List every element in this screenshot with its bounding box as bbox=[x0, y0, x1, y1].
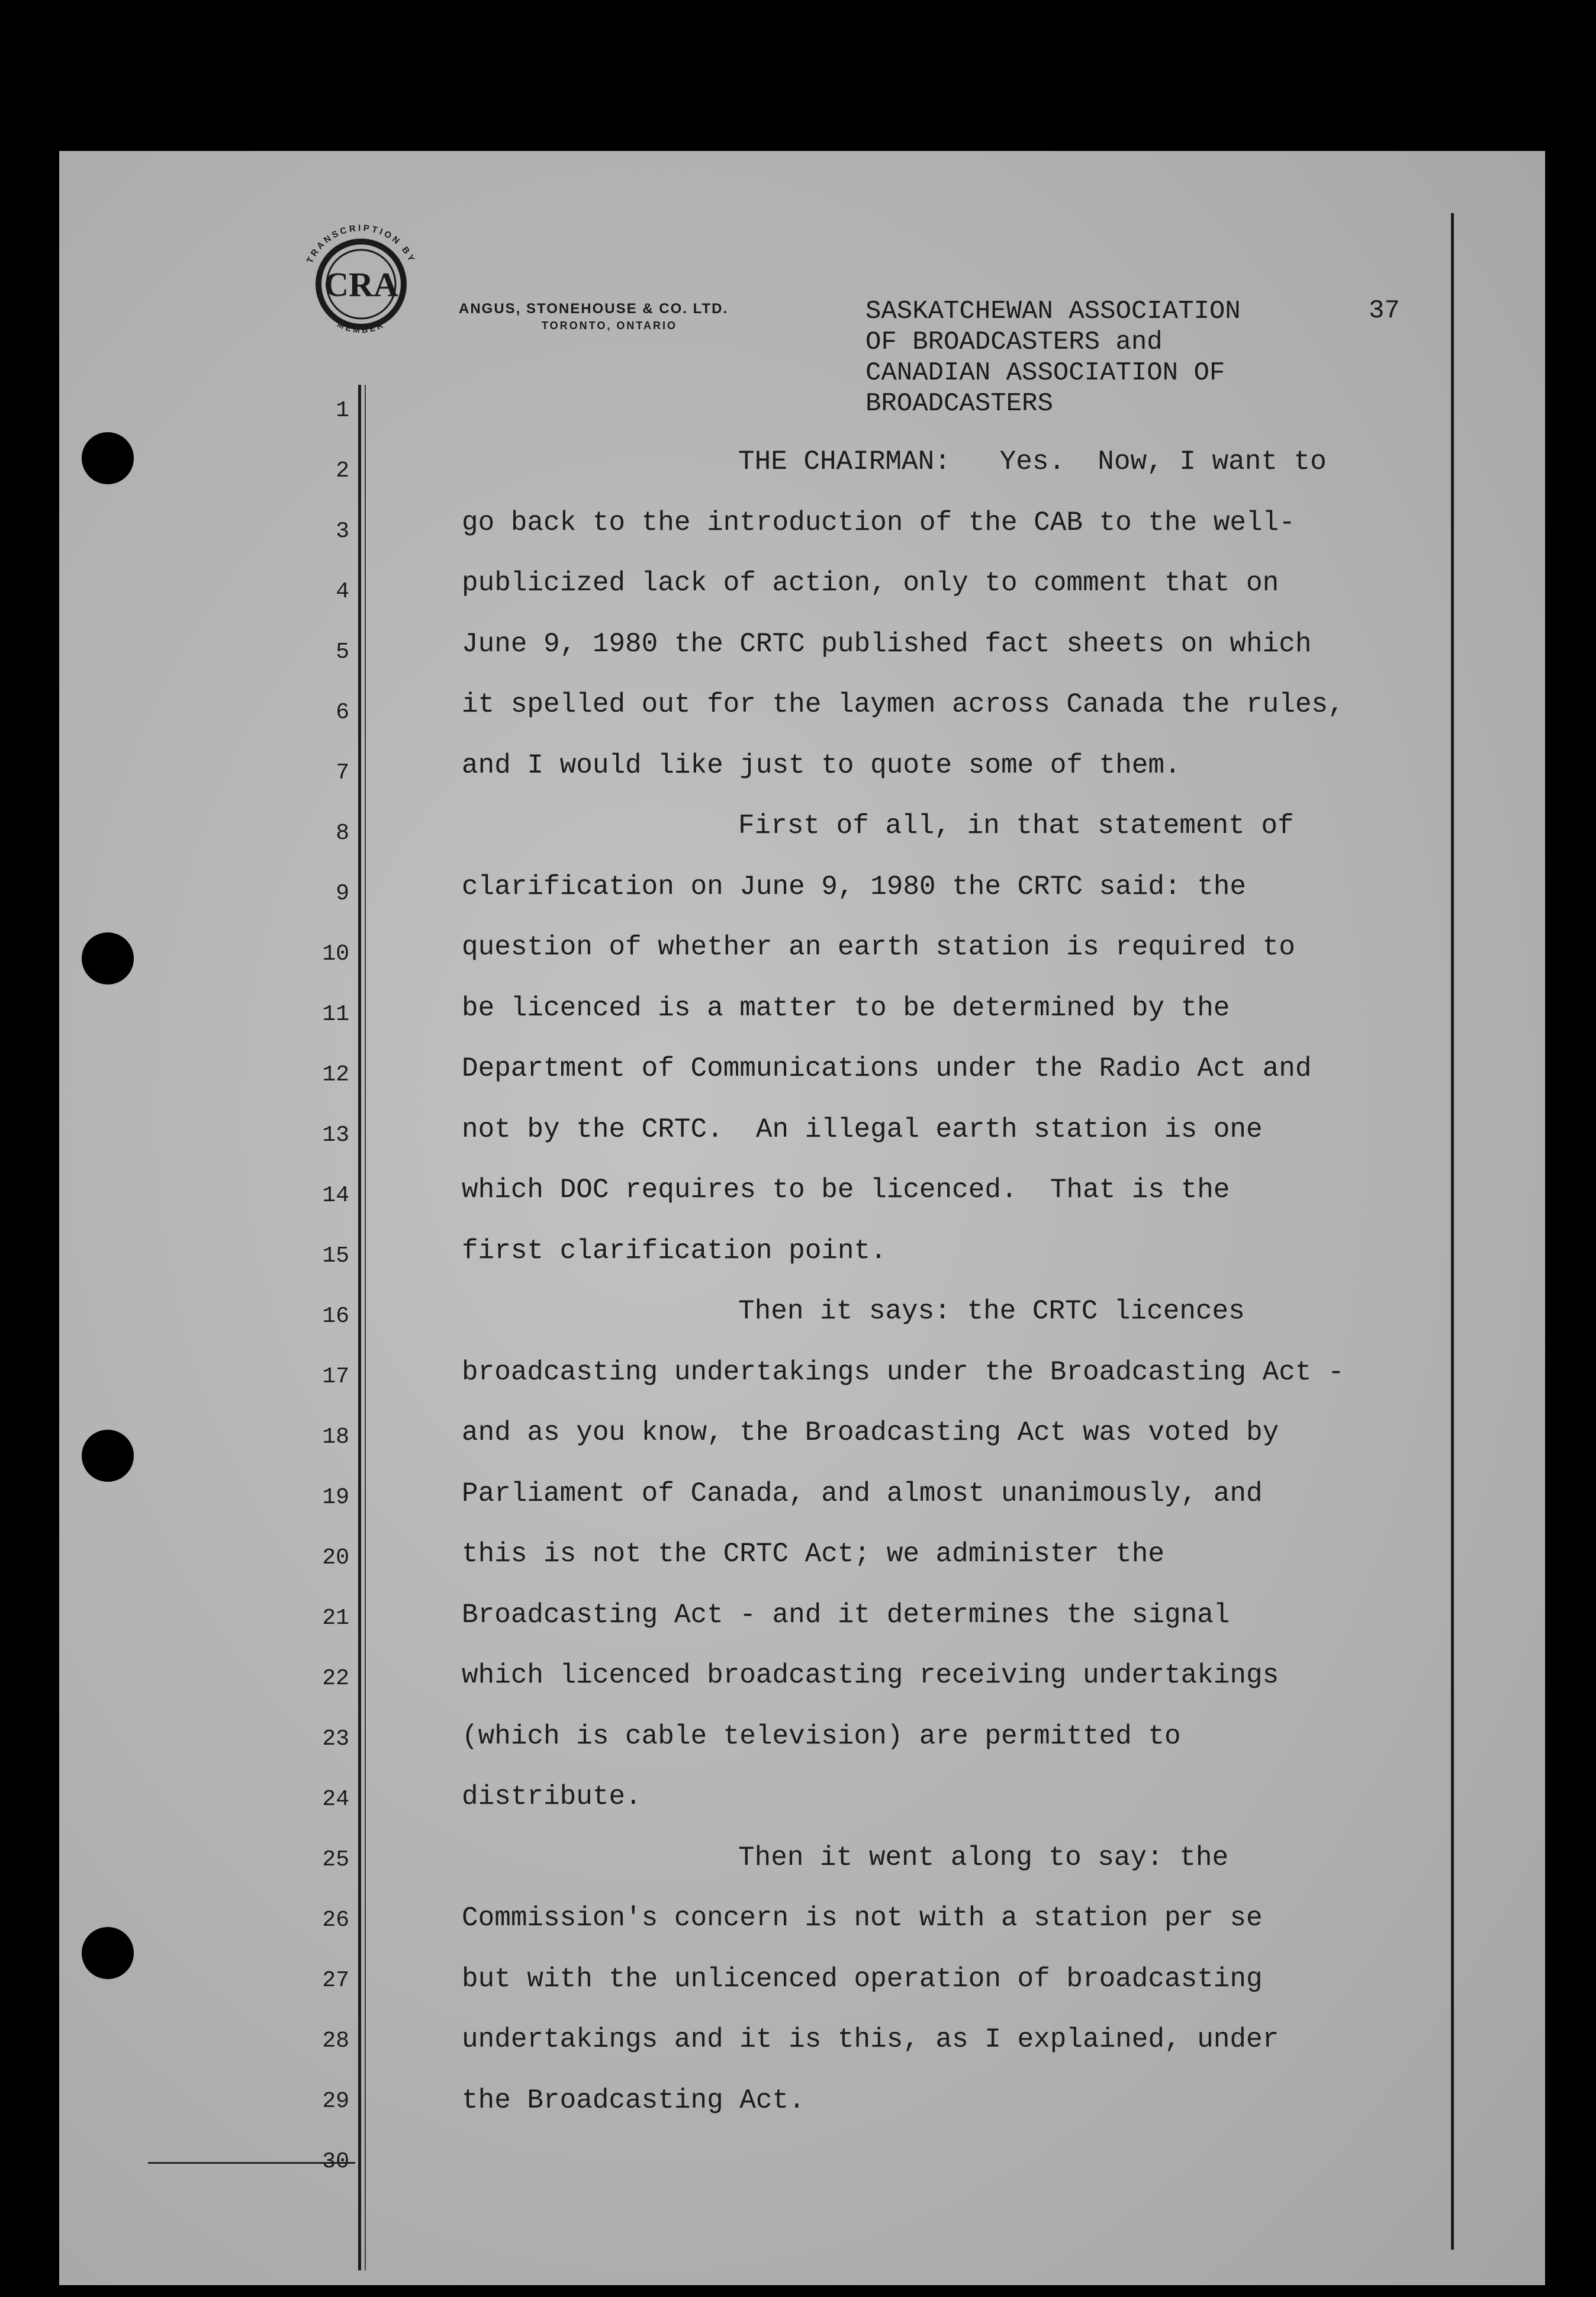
line-number: 4 bbox=[336, 579, 349, 604]
transcript-line: Then it went along to say: the bbox=[738, 1842, 1229, 1873]
firm-location: TORONTO, ONTARIO bbox=[542, 320, 678, 332]
line-number: 6 bbox=[336, 700, 349, 725]
line-number: 7 bbox=[336, 760, 349, 786]
line-number: 23 bbox=[322, 1726, 349, 1752]
reporters-association-seal bbox=[290, 213, 432, 355]
transcript-line: question of whether an earth station is required to bbox=[462, 932, 1295, 963]
line-number: 11 bbox=[322, 1002, 349, 1027]
line-number: 17 bbox=[322, 1364, 349, 1389]
transcript-line: (which is cable television) are permitted to bbox=[462, 1721, 1181, 1752]
line-number: 9 bbox=[336, 881, 349, 906]
transcript-line: it spelled out for the laymen across Canada the rules, bbox=[462, 689, 1344, 720]
line-number: 2 bbox=[336, 458, 349, 484]
line-number: 20 bbox=[322, 1545, 349, 1571]
page-number: 37 bbox=[1369, 296, 1400, 326]
transcript-line: Department of Communications under the Radio Act and bbox=[462, 1053, 1312, 1084]
transcript-line: First of all, in that statement of bbox=[738, 810, 1294, 841]
punch-hole bbox=[82, 1430, 134, 1482]
transcript-line: and I would like just to quote some of them. bbox=[462, 750, 1181, 781]
line-number: 3 bbox=[336, 519, 349, 544]
transcript-line: THE CHAIRMAN: Yes. Now, I want to bbox=[738, 446, 1327, 477]
line-number: 1 bbox=[336, 398, 349, 423]
line-number: 16 bbox=[322, 1304, 349, 1329]
seal-arc-top-text: TRANSCRIPTION BY bbox=[304, 223, 418, 265]
transcript-line: clarification on June 9, 1980 the CRTC said: the bbox=[462, 871, 1247, 902]
transcript-line: Parliament of Canada, and almost unanimously, and bbox=[462, 1478, 1263, 1509]
line-number: 22 bbox=[322, 1666, 349, 1691]
line-number: 30 bbox=[322, 2149, 349, 2174]
transcript-line: be licenced is a matter to be determined by the bbox=[462, 993, 1230, 1024]
firm-letterhead bbox=[459, 301, 728, 332]
transcript-line: distribute. bbox=[462, 1781, 642, 1812]
right-margin-rule bbox=[1451, 213, 1454, 2250]
transcript-line: which licenced broadcasting receiving undertakings bbox=[462, 1660, 1279, 1691]
line-number: 15 bbox=[322, 1243, 349, 1269]
line-number: 21 bbox=[322, 1606, 349, 1631]
seal-monogram: CRA bbox=[324, 265, 398, 304]
line-number: 24 bbox=[322, 1787, 349, 1812]
line-number: 26 bbox=[322, 1907, 349, 1933]
transcript-line: broadcasting undertakings under the Broadcasting Act - bbox=[462, 1357, 1344, 1388]
line-number: 8 bbox=[336, 821, 349, 846]
transcript-line: Broadcasting Act - and it determines the signal bbox=[462, 1600, 1230, 1630]
transcript-line: Then it says: the CRTC licences bbox=[738, 1296, 1245, 1327]
transcript-line: the Broadcasting Act. bbox=[462, 2085, 805, 2116]
transcript-line: undertakings and it is this, as I explained, under bbox=[462, 2024, 1279, 2055]
case-heading-line: OF BROADCASTERS and bbox=[865, 327, 1163, 357]
line-number: 10 bbox=[322, 941, 349, 967]
line-number: 28 bbox=[322, 2028, 349, 2054]
transcript-line: which DOC requires to be licenced. That is the bbox=[462, 1175, 1230, 1205]
transcript-line: June 9, 1980 the CRTC published fact sheets on which bbox=[462, 629, 1312, 659]
line-number: 12 bbox=[322, 1062, 349, 1088]
firm-name: ANGUS, STONEHOUSE & CO. LTD. bbox=[459, 301, 729, 317]
left-margin-rule bbox=[358, 385, 361, 2270]
line-number: 25 bbox=[322, 1847, 349, 1873]
line-number: 18 bbox=[322, 1424, 349, 1450]
line-number: 5 bbox=[336, 639, 349, 665]
case-heading-line: BROADCASTERS bbox=[865, 389, 1053, 419]
punch-hole bbox=[82, 432, 134, 484]
transcript-line: first clarification point. bbox=[462, 1236, 887, 1266]
left-margin-rule-inner bbox=[365, 385, 366, 2270]
line-number: 19 bbox=[322, 1485, 349, 1510]
transcript-line: and as you know, the Broadcasting Act was voted by bbox=[462, 1417, 1279, 1448]
line-number: 29 bbox=[322, 2089, 349, 2114]
svg-text:MEMBER bbox=[336, 319, 386, 334]
line-number: 13 bbox=[322, 1122, 349, 1148]
seal-arc-bottom-text: MEMBER bbox=[336, 319, 387, 335]
transcript-line: but with the unlicenced operation of broadcasting bbox=[462, 1964, 1263, 1994]
transcript-line: go back to the introduction of the CAB to the well- bbox=[462, 507, 1295, 538]
punch-hole bbox=[82, 1927, 134, 1979]
transcript-line: not by the CRTC. An illegal earth station is one bbox=[462, 1114, 1263, 1145]
case-heading-line: SASKATCHEWAN ASSOCIATION bbox=[865, 297, 1241, 326]
transcript-line: publicized lack of action, only to comment that on bbox=[462, 568, 1279, 599]
case-heading-line: CANADIAN ASSOCIATION OF bbox=[865, 358, 1225, 388]
transcript-line: Commission's concern is not with a station per se bbox=[462, 1903, 1263, 1934]
case-heading bbox=[865, 296, 1241, 419]
line-number: 27 bbox=[322, 1968, 349, 1993]
punch-hole bbox=[82, 932, 134, 985]
transcript-line: this is not the CRTC Act; we administer the bbox=[462, 1539, 1164, 1569]
line-number: 14 bbox=[322, 1183, 349, 1208]
